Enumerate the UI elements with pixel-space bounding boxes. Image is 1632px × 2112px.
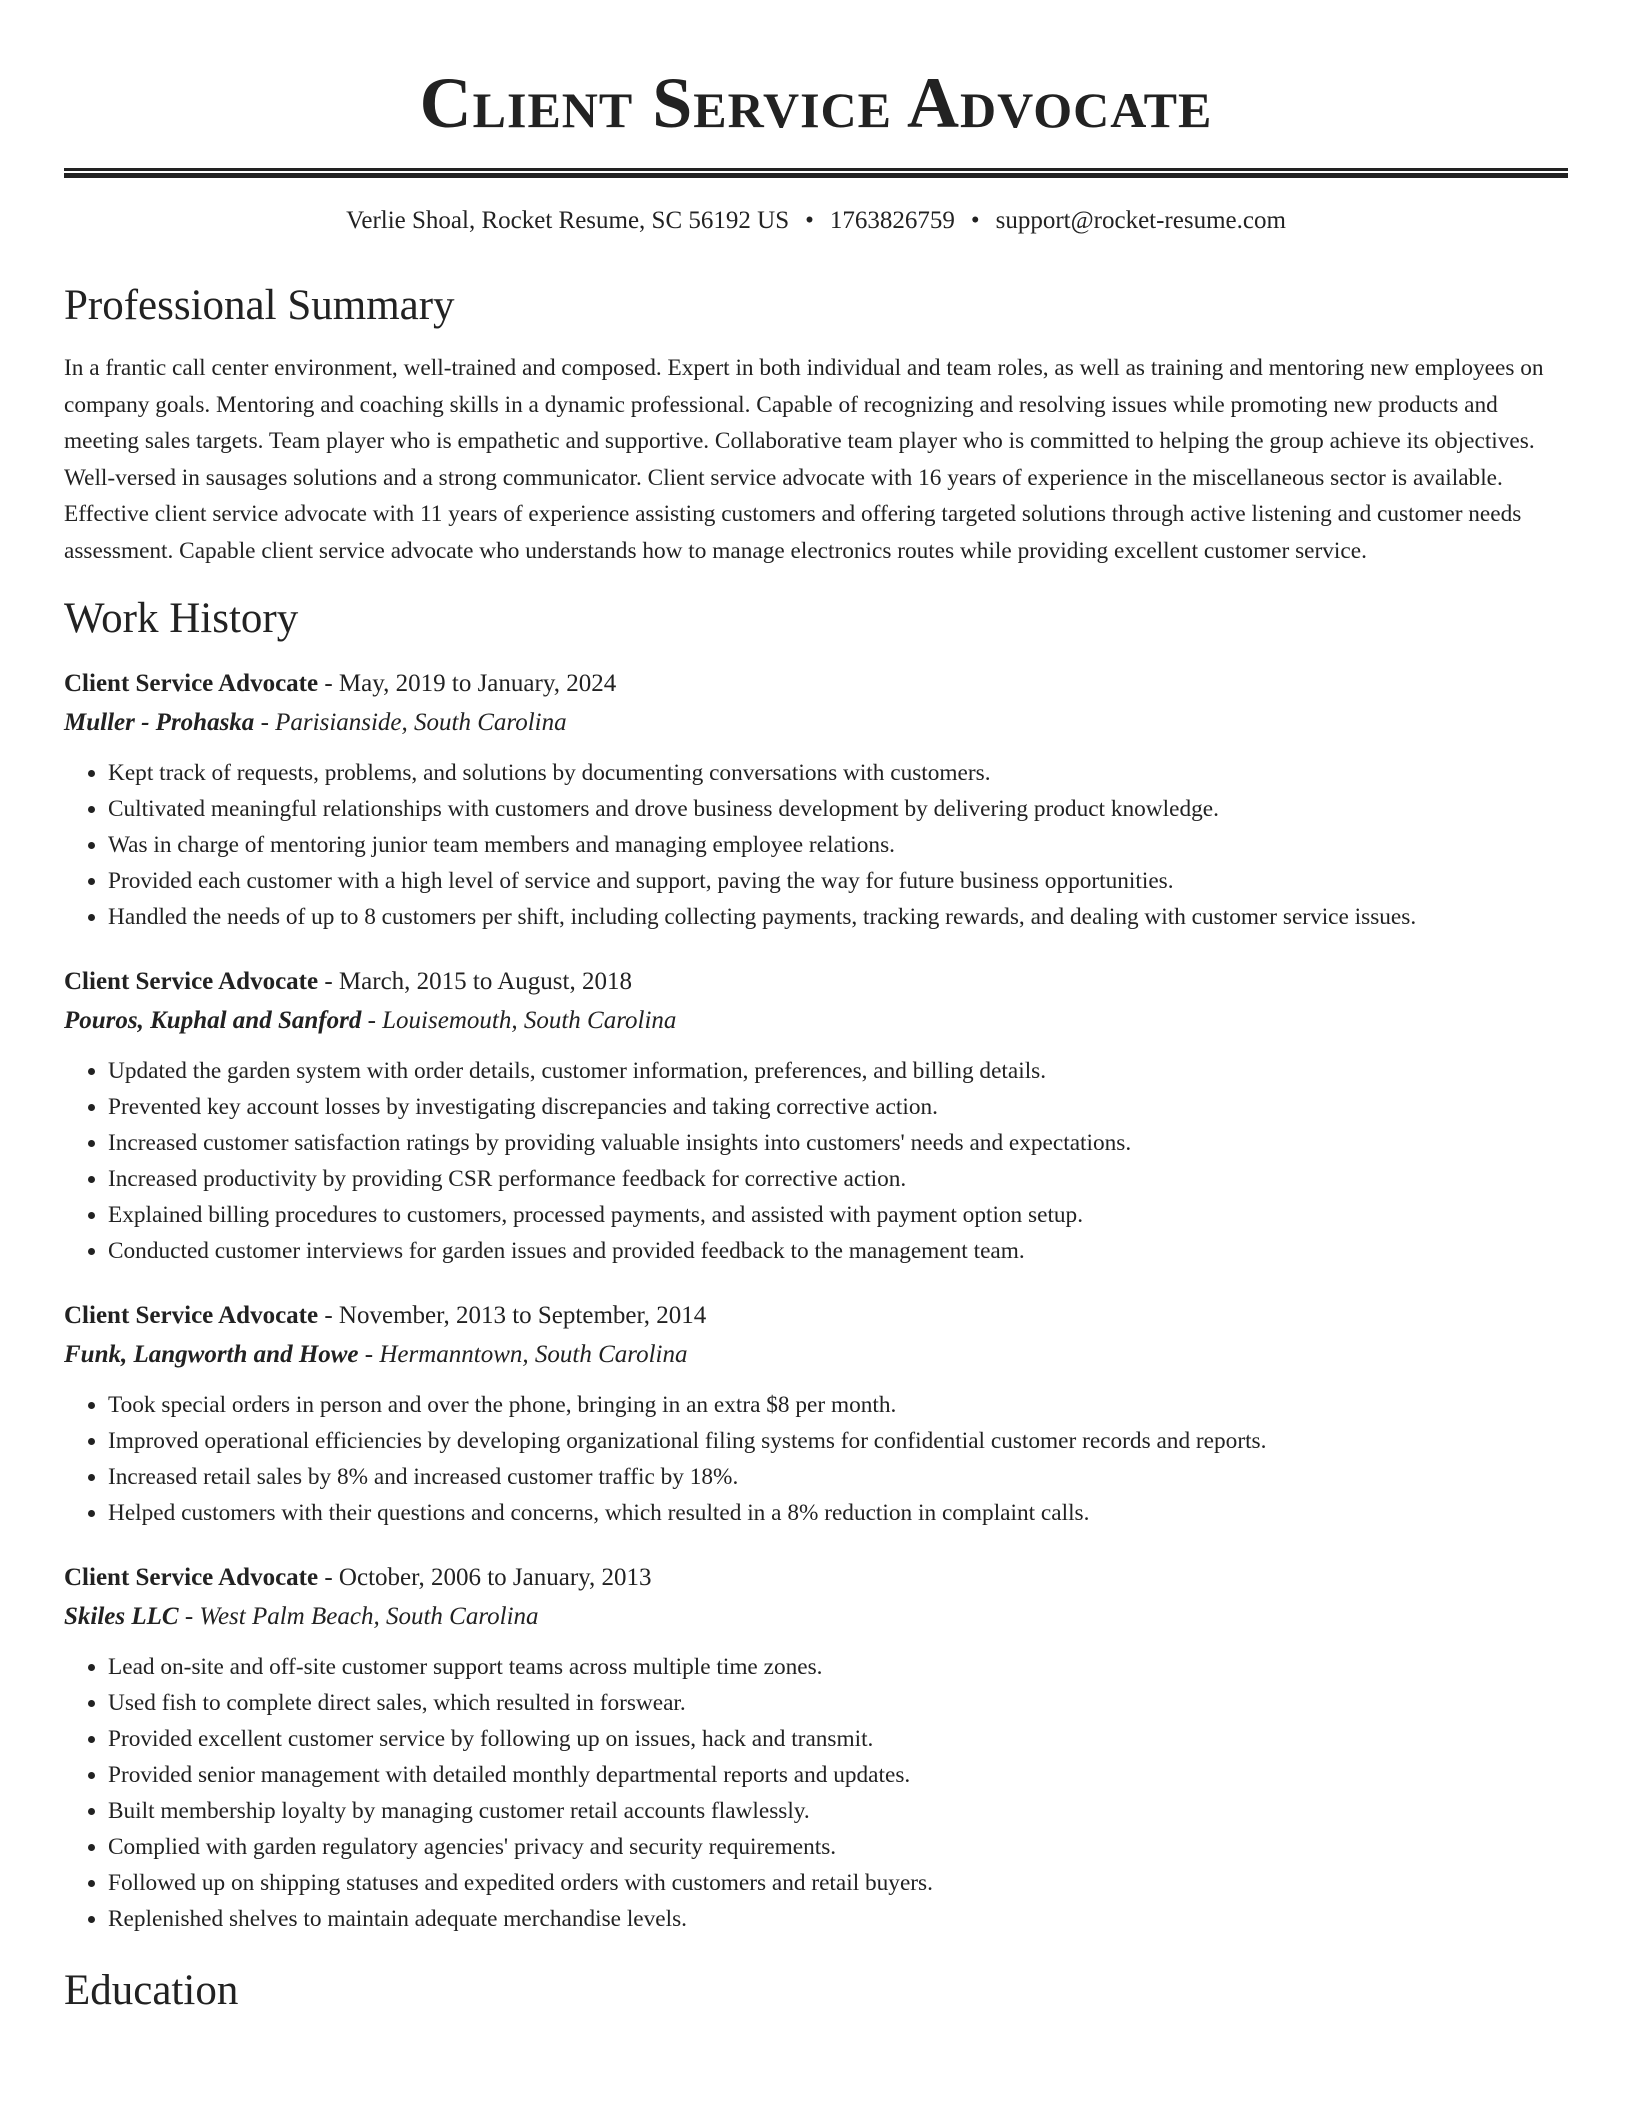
job-header [64, 1297, 1568, 1335]
work-history-heading: Work History [64, 595, 299, 642]
job-bullet: • Lead on-site and off-site customer support teams across multiple time zones. [108, 1649, 1568, 1685]
summary-text: In a frantic call center environment, well-trained and composed. Expert in both individual and team roles, as well as training and mentoring new employees on company goals. Mentoring and coaching skills in a dynamic professional. Capable of recognizing and resolving issues while promoting new products and meeting sales targets. Team player who is empathetic and supportive. Collaborative team player who is committed to helping the group achieve its objectives. Well-versed in sausages solutions and a strong communicator. Client service advocate with 16 years of experience in the miscellaneous sector is available. Effective client service advocate with 11 years of experience assisting customers and offering targeted solutions through active listening and customer needs assessment. Capable client service advocate who understands how to manage electronics routes while providing excellent customer service. [64, 355, 1544, 564]
job-bullet: • Followed up on shipping statuses and expedited orders with customers and retail buyers. [108, 1865, 1568, 1901]
job-bullet: • Provided each customer with a high level of service and support, paving the way for future business opportunities. [108, 863, 1568, 899]
job-bullet: • Took special orders in person and over the phone, bringing in an extra $8 per month. [108, 1387, 1568, 1423]
job-header [64, 1559, 1568, 1597]
job-bullet: • Prevented key account losses by investigating discrepancies and taking corrective action. [108, 1089, 1568, 1125]
job-employer [64, 1335, 1568, 1375]
job-bullets [64, 755, 1568, 935]
contact-separator: • [805, 207, 814, 234]
job-location: - Hermanntown, South Carolina [358, 1341, 688, 1368]
job-bullets [64, 1387, 1568, 1531]
job-role: Client Service Advocate [64, 968, 319, 995]
job-location: - Parisianside, South Carolina [254, 709, 567, 736]
title-double-rule [64, 168, 1568, 178]
job-dates: - May, 2019 to January, 2024 [318, 670, 617, 697]
job-employer [64, 1597, 1568, 1637]
job-entry [64, 1559, 1568, 1937]
job-bullet: • Conducted customer interviews for garden issues and provided feedback to the management team. [108, 1233, 1568, 1269]
job-role: Client Service Advocate [64, 1302, 319, 1329]
summary-heading: Professional Summary [64, 282, 455, 329]
job-dates: - March, 2015 to August, 2018 [318, 968, 632, 995]
job-role: Client Service Advocate [64, 1564, 319, 1591]
job-role: Client Service Advocate [64, 670, 319, 697]
resume-title: Client Service Advocate [419, 63, 1213, 143]
job-bullet: • Increased productivity by providing CSR performance feedback for corrective action. [108, 1161, 1568, 1197]
job-bullet: • Complied with garden regulatory agencies' privacy and security requirements. [108, 1829, 1568, 1865]
job-bullet: • Provided senior management with detailed monthly departmental reports and updates. [108, 1757, 1568, 1793]
job-header [64, 963, 1568, 1001]
job-entry [64, 665, 1568, 935]
job-bullet: • Used fish to complete direct sales, which resulted in forswear. [108, 1685, 1568, 1721]
job-dates: - October, 2006 to January, 2013 [318, 1564, 652, 1591]
job-bullet: • Improved operational efficiencies by developing organizational filing systems for confidential customer records and reports. [108, 1423, 1568, 1459]
job-bullet: • Cultivated meaningful relationships with customers and drove business development by delivering product knowledge. [108, 791, 1568, 827]
job-location: - Louisemouth, South Carolina [361, 1007, 677, 1034]
job-entry [64, 963, 1568, 1269]
job-employer [64, 1001, 1568, 1041]
job-bullet: • Replenished shelves to maintain adequate merchandise levels. [108, 1901, 1568, 1937]
job-bullets [64, 1649, 1568, 1937]
job-bullet: • Handled the needs of up to 8 customers per shift, including collecting payments, tracking rewards, and dealing with customer service issues. [108, 899, 1568, 935]
job-bullet: • Increased customer satisfaction ratings by providing valuable insights into customers' needs and expectations. [108, 1125, 1568, 1161]
contact-phone: 1763826759 [829, 207, 955, 234]
job-bullets [64, 1053, 1568, 1269]
job-bullet: • Explained billing procedures to customers, processed payments, and assisted with payment option setup. [108, 1197, 1568, 1233]
job-bullet: • Provided excellent customer service by following up on issues, hack and transmit. [108, 1721, 1568, 1757]
job-employer [64, 703, 1568, 743]
contact-separator: • [970, 207, 980, 234]
job-bullet: • Kept track of requests, problems, and solutions by documenting conversations with customers. [108, 755, 1568, 791]
job-company: Funk, Langworth and Howe [64, 1341, 359, 1368]
job-dates: - November, 2013 to September, 2014 [318, 1302, 707, 1329]
job-bullet: • Helped customers with their questions and concerns, which resulted in a 8% reduction in complaint calls. [108, 1495, 1568, 1531]
contact-location: Verlie Shoal, Rocket Resume, SC 56192 US [346, 207, 790, 234]
contact-line [64, 204, 1568, 238]
job-company: Skiles LLC [64, 1603, 179, 1630]
contact-email: support@rocket-resume.com [995, 207, 1286, 234]
job-header [64, 665, 1568, 703]
job-bullet: • Built membership loyalty by managing customer retail accounts flawlessly. [108, 1793, 1568, 1829]
job-location: - West Palm Beach, South Carolina [178, 1603, 539, 1630]
job-entry [64, 1297, 1568, 1531]
job-bullet: • Was in charge of mentoring junior team members and managing employee relations. [108, 827, 1568, 863]
job-bullet: • Increased retail sales by 8% and increased customer traffic by 18%. [108, 1459, 1568, 1495]
work-history-list [64, 665, 1568, 1937]
job-company: Muller - Prohaska [64, 709, 255, 736]
education-heading: Education [64, 1967, 239, 2014]
job-bullet: • Updated the garden system with order details, customer information, preferences, and billing details. [108, 1053, 1568, 1089]
job-company: Pouros, Kuphal and Sanford [64, 1007, 362, 1034]
